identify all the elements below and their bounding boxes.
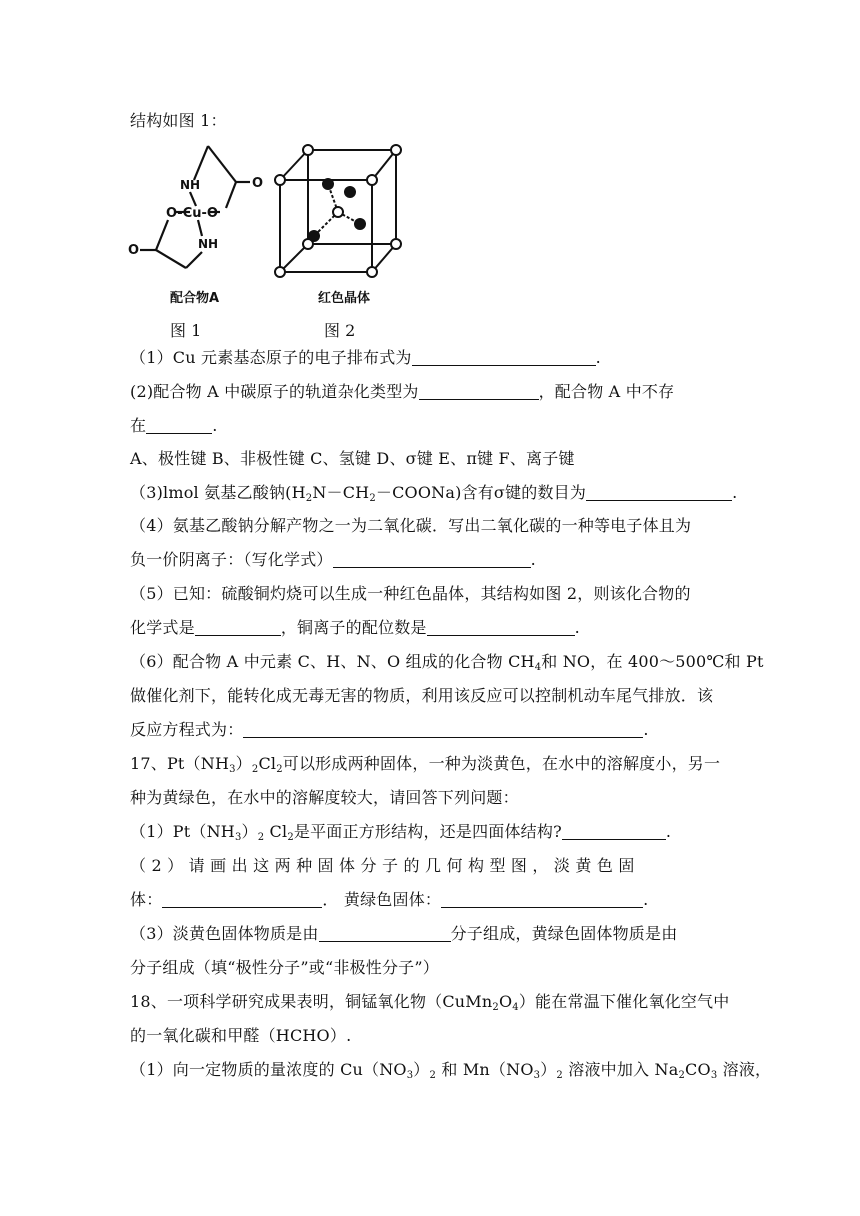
- text-segment: .: [574, 618, 580, 637]
- text-segment: ，配合物 A 中不存: [538, 382, 675, 401]
- text-segment: （1）Cu 元素基态原子的电子排布式为: [130, 348, 412, 367]
- question-1: [130, 347, 601, 369]
- subscript: 2: [305, 493, 313, 504]
- atom-nh-bottom: NH: [198, 237, 219, 251]
- question-17: [130, 753, 720, 781]
- atom-cu-center: O-Cu-O: [166, 206, 218, 221]
- text-segment: －COONa)含有σ键的数目为: [375, 483, 587, 502]
- subscript: 2: [492, 1002, 499, 1013]
- figure1-label: 图 1: [170, 321, 202, 340]
- text-segment: Cl: [264, 822, 288, 841]
- subscript: 2: [369, 493, 376, 504]
- answer-blank[interactable]: [441, 891, 643, 908]
- question-6-cont: 做催化剂下，能转化成无毒无害的物质，利用该反应可以控制机动车尾气排放．该: [130, 686, 714, 705]
- subscript: 2: [276, 764, 283, 775]
- answer-blank[interactable]: [562, 823, 666, 840]
- text-segment: 是平面正方形结构，还是四面体结构?: [293, 822, 562, 841]
- answer-blank[interactable]: [333, 551, 531, 568]
- figure1-caption: 配合物A: [170, 291, 220, 306]
- text-segment: CO: [685, 1060, 711, 1079]
- text-segment: ）: [235, 754, 252, 773]
- subscript: 2: [287, 832, 294, 843]
- text-segment: .: [595, 348, 601, 367]
- text-segment: （1）向一定物质的量浓度的 Cu（NO: [130, 1060, 407, 1079]
- subscript: 3: [406, 1070, 414, 1081]
- text-segment: 18、一项科学研究成果表明，铜锰氧化物（CuMn: [130, 992, 493, 1011]
- text-segment: .: [643, 890, 649, 909]
- subscript: 4: [534, 662, 542, 673]
- text-segment: 体：: [130, 890, 163, 909]
- answer-blank[interactable]: [243, 721, 643, 738]
- text-segment: .: [732, 483, 738, 502]
- question-6-equation: [130, 719, 649, 741]
- answer-blank[interactable]: [162, 891, 322, 908]
- answer-blank[interactable]: [146, 417, 212, 434]
- subscript: 2: [257, 832, 265, 843]
- subscript: 3: [533, 1070, 541, 1081]
- text-segment: ）: [413, 1060, 430, 1079]
- question-5: （5）已知：硫酸铜灼烧可以生成一种红色晶体，其结构如图 2，则该化合物的: [130, 584, 691, 603]
- question-2-cont: [130, 415, 218, 437]
- text-segment: ，铜离子的配位数是: [280, 618, 427, 637]
- answer-blank[interactable]: [412, 349, 596, 366]
- subscript: 2: [251, 764, 259, 775]
- atom-o-left: O: [128, 243, 140, 258]
- text-segment: O: [498, 992, 513, 1011]
- subscript: 4: [512, 1002, 519, 1013]
- subscript: 2: [678, 1070, 686, 1081]
- text-segment: .: [530, 550, 536, 569]
- question-2: [130, 381, 674, 403]
- text-segment: 溶液中加入 Na: [562, 1060, 679, 1079]
- text-segment: (2)配合物 A 中碳原子的轨道杂化类型为: [130, 382, 419, 401]
- text-segment: 负一价阴离子：（写化学式）: [130, 550, 333, 569]
- text-segment: 分子组成，黄绿色固体物质是由: [450, 924, 678, 943]
- text-segment: .: [212, 416, 218, 435]
- atom-nh-top: NH: [180, 178, 201, 192]
- question-17-1: [130, 821, 671, 849]
- question-17-3-cont: 分子组成（填“极性分子”或“非极性分子”）: [130, 958, 439, 977]
- question-17-2: （ 2 ） 请 画 出 这 两 种 固 体 分 子 的 几 何 构 型 图 ， 淡 黄 色 固: [130, 856, 635, 875]
- question-17-3: [130, 923, 677, 945]
- text-segment: Cl: [258, 754, 277, 773]
- text-segment: 和 NO，在 400～500℃和 Pt: [541, 652, 764, 671]
- question-18-cont: 的一氧化碳和甲醛（HCHO）.: [130, 1026, 352, 1045]
- atom-o-right: O: [252, 176, 264, 191]
- text-segment: （1）Pt（NH: [130, 822, 235, 841]
- answer-blank[interactable]: [419, 383, 539, 400]
- subscript: 3: [234, 832, 242, 843]
- question-5-cont: [130, 617, 580, 639]
- text-segment: 17、Pt（NH: [130, 754, 230, 773]
- text-segment: .: [643, 720, 649, 739]
- question-4-cont: [130, 549, 536, 571]
- options-line: A、极性键 B、非极性键 C、氢键 D、σ键 E、π键 F、离子键: [130, 449, 575, 468]
- question-18: [130, 991, 729, 1019]
- text-segment: 在: [130, 416, 147, 435]
- answer-blank[interactable]: [195, 619, 281, 636]
- question-4: （4）氨基乙酸钠分解产物之一为二氧化碳．写出二氧化碳的一种等电子体且为: [130, 516, 692, 535]
- question-17-cont: 种为黄绿色，在水中的溶解度较大，请回答下列问题：: [130, 788, 519, 807]
- text-segment: （6）配合物 A 中元素 C、H、N、O 组成的化合物 CH: [130, 652, 535, 671]
- text-segment: 化学式是: [130, 618, 195, 637]
- text-segment: 溶液，: [717, 1060, 772, 1079]
- question-6: [130, 651, 764, 679]
- subscript: 3: [229, 764, 236, 775]
- intro-text: 结构如图 1：: [130, 111, 227, 130]
- text-segment: ）能在常温下催化氧化空气中: [518, 992, 730, 1011]
- text-segment: 可以形成两种固体，一种为淡黄色，在水中的溶解度小，另一: [282, 754, 721, 773]
- question-17-2-cont: [130, 889, 648, 911]
- red-crystal-structure: [268, 140, 408, 290]
- text-segment: N－CH: [312, 483, 370, 502]
- text-segment: （3）淡黄色固体物质是由: [130, 924, 319, 943]
- text-segment: .: [665, 822, 672, 841]
- text-segment: ． 黄绿色固体：: [322, 890, 442, 909]
- figure2-label: 图 2: [324, 321, 356, 340]
- answer-blank[interactable]: [427, 619, 575, 636]
- question-18-1: [130, 1059, 771, 1087]
- text-segment: ）: [540, 1060, 557, 1079]
- text-segment: （3)lmol 氨基乙酸钠(H: [130, 483, 306, 502]
- text-segment: 反应方程式为：: [130, 720, 244, 739]
- subscript: 3: [710, 1070, 718, 1081]
- subscript: 2: [556, 1070, 563, 1081]
- question-3: [130, 482, 737, 510]
- text-segment: 和 Mn（NO: [436, 1060, 534, 1079]
- figure2-caption: 红色晶体: [318, 291, 371, 306]
- text-segment: ）: [241, 822, 258, 841]
- answer-blank[interactable]: [586, 484, 732, 501]
- answer-blank[interactable]: [319, 925, 451, 942]
- subscript: 2: [429, 1070, 437, 1081]
